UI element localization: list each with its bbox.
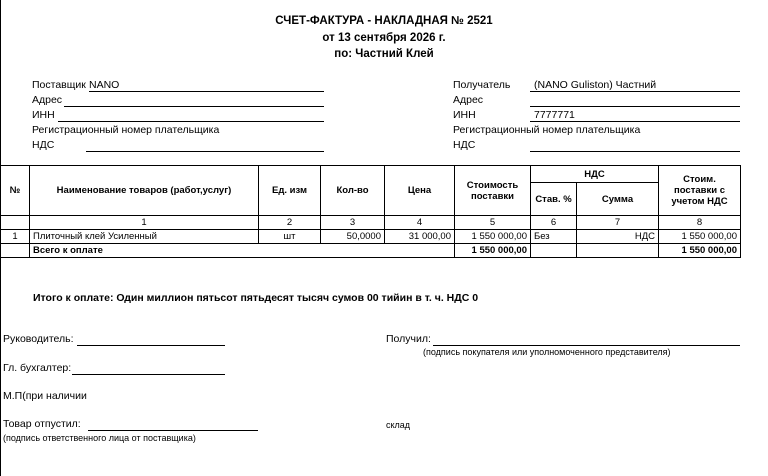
released-note: (подпись ответственного лица от поставщика) (3, 433, 196, 443)
invoice-basis: по: Частний Клей (334, 48, 434, 60)
summary-text: Итого к оплате: Один миллион пятьсот пятьдесят тысяч сумов 00 тийин в т. ч. НДС 0 (33, 292, 479, 304)
released-signature-line (88, 430, 258, 431)
row-qty: 50,0000 (321, 230, 385, 244)
total-label: Всего к оплате (30, 244, 455, 258)
director-label: Руководитель: (3, 333, 74, 345)
col-number: 8 (659, 216, 741, 230)
col-number: 7 (577, 216, 659, 230)
received-signature-line (433, 345, 740, 346)
col-price-header: Цена (385, 166, 455, 216)
supplier-label: Поставщик (32, 79, 86, 91)
table-col-numbers-row (1, 216, 741, 230)
col-number: 4 (385, 216, 455, 230)
supplier-nds-line (86, 151, 324, 152)
recipient-value: (NANO Guliston) Частний (534, 79, 657, 91)
warehouse-label: склад (386, 420, 411, 430)
row-nds-sum: НДС (577, 230, 659, 244)
recipient-label: Получатель (453, 79, 511, 91)
col-num-header: № (1, 166, 30, 216)
supplier-reg-label: Регистрационный номер плательщика (32, 124, 220, 136)
invoice-date: от 13 сентября 2026 г. (322, 32, 446, 44)
col-number: 3 (321, 216, 385, 230)
table-header-row (1, 166, 741, 183)
row-name: Плиточный клей Усиленный (30, 230, 259, 244)
director-signature-line (77, 345, 225, 346)
recipient-address-line (530, 106, 740, 107)
col-name-header: Наименование товаров (работ,услуг) (30, 166, 259, 216)
col-nds-group-header: НДС (531, 166, 659, 183)
total-cost: 1 550 000,00 (455, 244, 531, 258)
col-number: 1 (30, 216, 259, 230)
supplier-inn-line (58, 121, 324, 122)
goods-table (0, 165, 741, 258)
supplier-value: NANO (89, 79, 120, 91)
row-cost: 1 550 000,00 (455, 230, 531, 244)
released-label: Товар отпустил: (3, 418, 81, 430)
supplier-address-line (64, 106, 324, 107)
received-label: Получил: (386, 333, 431, 345)
recipient-nds-label: НДС (453, 139, 476, 151)
col-total-header: Стоим. поставки с учетом НДС (659, 166, 741, 216)
recipient-inn-line (530, 121, 740, 122)
recipient-reg-label: Регистрационный номер плательщика (453, 124, 641, 136)
col-nds-rate-header: Став. % (531, 183, 577, 216)
col-nds-sum-header: Сумма (577, 183, 659, 216)
supplier-nds-label: НДС (32, 139, 55, 151)
recipient-line (530, 91, 740, 92)
accountant-label: Гл. бухгалтер: (3, 362, 72, 374)
table-total-row (1, 244, 741, 258)
recipient-nds-line (530, 151, 740, 152)
row-nds-rate: Без (531, 230, 577, 244)
col-cost-header: Стоимость поставки (455, 166, 531, 216)
supplier-inn-label: ИНН (32, 109, 55, 121)
total-with-nds: 1 550 000,00 (659, 244, 741, 258)
row-total: 1 550 000,00 (659, 230, 741, 244)
accountant-signature-line (72, 374, 225, 375)
row-unit: шт (259, 230, 321, 244)
col-number: 2 (259, 216, 321, 230)
col-unit-header: Ед. изм (259, 166, 321, 216)
recipient-inn-value: 7777771 (534, 109, 575, 121)
col-number: 5 (455, 216, 531, 230)
col-number: 6 (531, 216, 577, 230)
row-num: 1 (1, 230, 30, 244)
supplier-address-label: Адрес (32, 94, 63, 106)
row-price: 31 000,00 (385, 230, 455, 244)
col-qty-header: Кол-во (321, 166, 385, 216)
table-row (1, 230, 741, 244)
invoice-title: СЧЕТ-ФАКТУРА - НАКЛАДНАЯ № 2521 (275, 15, 493, 27)
recipient-inn-label: ИНН (453, 109, 476, 121)
received-note: (подпись покупателя или уполномоченного представителя) (423, 347, 671, 357)
recipient-address-label: Адрес (453, 94, 484, 106)
stamp-label: М.П(при наличии (3, 390, 87, 402)
supplier-line (89, 91, 324, 92)
